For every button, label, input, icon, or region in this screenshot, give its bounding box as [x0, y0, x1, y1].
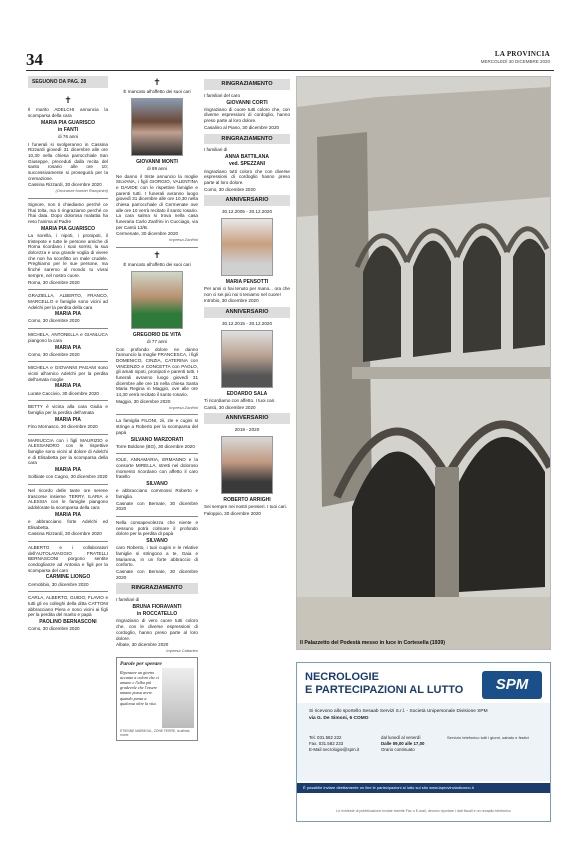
obituary-intro: È mancato all'affetto dei suoi cari	[123, 262, 191, 268]
obituary-text: GRAZIELLA, ALBERTO, FRANCO, MARCELLO e famiglie sono vicini ad Adelchi per la perdita della cara	[28, 293, 108, 310]
separator	[116, 247, 198, 248]
hours-time: Dalle 09,00 alle 17,00	[381, 740, 425, 746]
hours-note: Orario continuato	[381, 746, 415, 752]
obituary-text: La famiglia FILONI, zii, zie e cugini si stringe a Roberto per la scomparsa del papà	[116, 418, 198, 435]
spm-advertisement	[296, 662, 551, 822]
obituary-text: I funerali si svolgeranno in Cassina Rizzardi giovedì 31 dicembre alle ore 10,30 nella chiesa parrocchiale San Giuseppe, preceduti dalla recita del santo rosario alle ore 10; successivamente si proseguirà per la cremazione.	[28, 141, 108, 181]
angel-statue-image	[162, 668, 194, 728]
obituary-place: Cassina Rizzardi, 30 dicembre 2020	[28, 182, 102, 188]
obituary-place: Solbiate con Cagno, 30 dicembre 2020	[28, 474, 108, 480]
opening-hours	[381, 735, 424, 753]
obituary-age: di 89 anni	[147, 165, 167, 171]
obituary-place: Cassina Rizzardi, 30 dicembre 2020	[28, 531, 102, 537]
separator	[28, 361, 108, 362]
separator	[28, 328, 108, 329]
obituary-name: BRUNA FIORAVANTI	[132, 604, 182, 611]
photo-caption: Il Palazzetto del Podestà messo in luce in Cortesella (1939)	[300, 640, 446, 646]
poem-signature: ETIENNE MARMOUL, ZONE FERRE, la attinta morte	[120, 728, 190, 737]
obituary-text: Ti ricordiamo con affetto. I tuoi cari.	[204, 397, 276, 403]
separator	[28, 289, 108, 290]
obituary-place: Casalino al Piano, 30 dicembre 2020	[204, 124, 280, 130]
obituary-place: Maggio, 30 dicembre 2020	[116, 398, 171, 404]
obituary-text: ALBERTO e i collaboratori dell'AUTOLAVAGGIO FRATELLI BERNASCONI porgono sentite condoglianze ad Antonia e figli per la scomparsa del caro	[28, 544, 108, 573]
obituary-text: Signore, non ti chiediamo perché ce l'hai tolta, ma ti ringraziamo perché ce l'hai data. Dopo dolorosa malattia ha reso l'anima al Padre	[28, 202, 108, 225]
obituary-age: di 77 anni	[147, 338, 167, 344]
obituary-place: Fino Mornasco, 30 dicembre 2020	[28, 423, 98, 429]
obituary-text: ringraziano di cuore tutti coloro che, con diverse espressioni di cordoglio, hanno preso parte al loro dolore.	[204, 106, 290, 124]
obituary-place: Como, 30 dicembre 2020	[28, 318, 80, 324]
obituary-name: MARIA PENSOTTI	[225, 278, 269, 285]
obituary-intro: È mancato all'affetto dei suoi cari	[123, 89, 191, 94]
portrait-photo	[131, 271, 183, 329]
obituary-name: MARIA PIA	[55, 416, 81, 423]
column-2	[116, 76, 198, 741]
poem-text: Ripensare un giorno accanto a coloro che ci amano e l'alba più gradevole che l'essere umano possa avere quando pensa a qualcosa oltre la vita.	[120, 669, 160, 706]
obituary-name: MARIA PIA	[55, 383, 81, 390]
portrait-photo	[221, 436, 273, 494]
obituary-text: BETTY è vicina alla cara Giulia e famiglia per la perdita dell'amata	[28, 404, 108, 416]
obituary-text: Sei sempre nei nostri pensieri. I tuoi cari.	[204, 504, 287, 510]
column-1	[28, 76, 108, 633]
poem-box	[116, 657, 198, 741]
obituary-name: GIOVANNI CORTI	[226, 99, 268, 106]
funeral-agency: Impresa Zanfrini	[169, 237, 198, 243]
obituary-intro: I familiari di	[204, 147, 228, 153]
page-number: 34	[26, 50, 43, 69]
obituary-text: ringraziano tutti coloro che con diverse espressioni di cordoglio hanno preso parte al loro dolore.	[204, 168, 290, 185]
spm-logo: SPM	[482, 671, 542, 699]
obituary-name: PAOLINO BERNASCONI	[39, 618, 97, 625]
obituary-place: Como, 30 dicembre 2020	[204, 186, 256, 192]
obituary-place: Introbio, 30 dicembre 2020	[204, 298, 259, 304]
obituary-name: ROBERTO ARRIGHI	[223, 496, 271, 503]
obituary-name: MARIA PIA	[55, 344, 81, 351]
poem-title: Parole per sperare	[120, 660, 162, 667]
ad-footnote: Le richieste di pubblicazione inviate tramite Fax o E-mail, devono riportare i dati fiscali e un recapito telefonico	[336, 809, 511, 813]
portrait-photo	[221, 330, 273, 388]
obituary-place: Cermenate, 30 dicembre 2020	[116, 231, 179, 237]
phone-number: Tel. 031.582 222	[309, 735, 342, 740]
anniversary-dates: 30.12.2015 - 30.12.2020	[221, 321, 273, 327]
obituary-text: Nella consapevolezza che niente e nessuno potrà colmare il profondo dolore per la perdita di papà	[116, 520, 198, 537]
cross-icon: ✝	[153, 250, 161, 261]
obituary-name: GREGORIO DE VITA	[132, 331, 182, 338]
hours-days: dal lunedì al venerdì	[381, 735, 421, 740]
obituary-text: MICHELA, ANTONELLA e GIANLUCA piangono la cara	[28, 332, 108, 343]
obituary-name: MARIA PIA	[55, 511, 81, 518]
separator	[28, 198, 108, 199]
funeral-agency: (Onoranze funebri Rampinini)	[55, 188, 108, 194]
obituary-text: IOLE, ANNAMARIA, ERMANNO e la consorte MIRELLA, stretti nel doloroso momento ricordano con affetto il caro fratello	[116, 457, 198, 480]
portrait-photo	[221, 218, 273, 276]
obituary-name: MARIA PIA	[55, 311, 81, 318]
obituary-text: CARLA, ALBERTO, GUIDO, FLAVIO e tutti gli ex colleghi della ditta CATTONI abbracciano Piera e sono vicini ai figli per la perdita del marito e papà	[28, 595, 108, 618]
obituary-name: SILVANO	[146, 538, 168, 545]
obituary-place: Faloppio, 30 dicembre 2020	[204, 510, 261, 516]
obituary-age: di 76 anni	[58, 133, 78, 139]
historic-photo	[296, 76, 551, 650]
obituary-intro: I familiari del caro	[204, 92, 240, 98]
issue-date: MERCOLEDÌ 30 DICEMBRE 2020	[480, 59, 550, 64]
office-name: Si ricevono allo sportello Sesaab Servizi S.r.l. - Società Unipersonale Divisione SPM	[309, 709, 488, 714]
email-address[interactable]: E-Mail necrologie@spm.it	[309, 746, 360, 752]
column-3	[204, 76, 290, 517]
obituary-name-married: in ROCCATELLO	[136, 611, 178, 618]
portrait-photo	[131, 98, 183, 156]
separator	[28, 591, 108, 592]
obituary-name: ANNA BATTILANA	[225, 154, 269, 161]
online-strip[interactable]: È possibile inviare direttamente on line le partecipazioni al lutto sul sito www.laprovinciadicomo.it	[297, 783, 550, 793]
separator	[28, 541, 108, 542]
section-heading: RINGRAZIAMENTO	[204, 79, 290, 90]
obituary-text: Nel ricordo delle tante ore serene trascorse insieme TERRY, ILARIA e ALESSIA con le famiglie piangono addolorate la scomparsa della cara	[28, 487, 108, 510]
office-address: via G. De Simoni, 6 COMO	[309, 715, 369, 721]
section-heading: RINGRAZIAMENTO	[116, 583, 198, 594]
ad-subtitle: E PARTECIPAZIONI AL LUTTO	[305, 684, 464, 696]
obituary-text: ringraziano di vero cuore tutti coloro che, con le diverse espressioni di cordoglio, hanno preso parte al loro dolore.	[116, 618, 198, 641]
funeral-agency: Impresa Zanfrini	[169, 404, 198, 410]
office-info	[309, 709, 488, 722]
obituary-place: Cantù, 30 dicembre 2020	[204, 404, 256, 410]
section-heading: RINGRAZIAMENTO	[204, 134, 290, 145]
section-heading: ANNIVERSARIO	[204, 307, 290, 318]
obituary-name-married: ved. SPEZZANI	[228, 161, 266, 168]
obituary-text: La sorella, i nipoti, i pronipoti, il tristepote e tutte le persone amiche di Roma ricordano i suoi sorrisi, la sua dolcezza e una grande voglia di vivere che non ha sconfitto un male crudele. Preghiamo per le sue persone, ma finché saremo al mondo tu vivrai sempre, nel nostro cuore.	[28, 233, 108, 278]
masthead	[481, 50, 550, 64]
newspaper-name: LA PROVINCIA	[494, 50, 550, 58]
separator	[116, 516, 198, 517]
obituary-text: MICHELA e GIOVANNI PAGANI sono vicini all'amico Adelchi per la perdita dell'amata moglie	[28, 365, 108, 382]
funeral-agency: Impresa Cattaneo	[166, 647, 198, 653]
obituary-name: GIOVANNI MONTI	[136, 158, 178, 165]
section-heading: ANNIVERSARIO	[204, 195, 290, 206]
obituary-name: EDOARDO SALA	[226, 390, 268, 397]
separator	[116, 453, 198, 454]
obituary-place: Cernobbio, 30 dicembre 2020	[28, 581, 89, 587]
obituary-text: e abbracciano forte Adelchi ed Elisabetta.	[28, 518, 108, 530]
obituary-name: MARIA PIA GUARISCO	[40, 225, 96, 232]
historic-building-illustration	[297, 77, 550, 649]
obituary-name: CARMINE LIONGO	[45, 574, 91, 581]
obituary-place: Lurate Caccivio, 30 dicembre 2020	[28, 390, 99, 396]
obituary-text: e abbracciano commossi Roberto e famiglia.	[116, 488, 198, 500]
obituary-intro: I familiari di	[116, 597, 140, 603]
section-heading: ANNIVERSARIO	[204, 413, 290, 424]
obituary-place: Como, 30 dicembre 2020	[28, 626, 80, 632]
continued-from-label: SEGUONO DA PAG. 28	[28, 76, 108, 88]
obituary-text: Ne danno il triste annuncio la moglie SILVANA, i figli GIORGIO, VALENTINA e DAVIDE con le rispettive famiglie e parenti tutti. I funerali avranno luogo giovedì 31 dicembre alle ore 10,30 nella chiesa parrocchiale di Cermenate ove alle ore 10 verrà recitato il santo rosario. La cara salma si trova nella casa funeraria Carlo Zanfrini in Cucciago, via per Cantù 13/B.	[116, 173, 198, 230]
obituary-name: MARIA PIA GUARISCO	[40, 119, 96, 126]
obituary-text: Per anni ci hai tenuto per mano... ora che non ci sei più noi ti teniamo nel cuore!	[204, 286, 290, 297]
phone-info	[309, 735, 359, 753]
obituary-place: Como, 30 dicembre 2020	[28, 351, 80, 357]
anniversary-dates: 30.12.2005 - 30.12.2020	[221, 209, 273, 215]
obituary-name: MARIA PIA	[55, 467, 81, 474]
phone-service-info: Servizio telefonico tutti i giorni, sabato e festivi	[447, 735, 529, 740]
obituary-place: Torre Boldone (BG), 30 dicembre 2020	[116, 443, 195, 449]
cross-icon: ✝	[153, 77, 161, 87]
separator	[116, 414, 198, 415]
obituary-name: SILVANO MARZORATI	[130, 436, 184, 443]
obituary-place: Casnate con Bernate, 30 dicembre 2020	[116, 500, 198, 512]
separator	[28, 434, 108, 435]
obituary-intro: Il marito ADELCHI annuncia la scomparsa della cara	[28, 107, 108, 118]
obituary-text: Con profondo dolore ne danno l'annuncio la moglie FRANCESCA, i figli DOMENICO, CINZIA, CATERINA con VINCENZO e CONCETTA con PAOLO, gli amati nipoti, pronipoti e parenti tutti. I funerali avranno luogo giovedì 31 dicembre alle ore 15 nella chiesa Santa Maria Regina in Maggio, ove alle ore 14,30 verrà recitato il santo rosario.	[116, 346, 198, 398]
separator	[28, 484, 108, 485]
header-rule	[26, 70, 554, 71]
fax-number: Fax. 031.582 233	[309, 740, 344, 746]
obituary-text: MARIUCCIA con i figli MAURIZIO e ALESSANDRO con le rispettive famiglie sono vicini al dolore di Adelchi e di Elisabetta per la scomparsa della cara	[28, 437, 108, 466]
separator	[28, 400, 108, 401]
obituary-place: Roma, 30 dicembre 2020	[28, 279, 80, 285]
obituary-place: Albate, 30 dicembre 2020	[116, 642, 169, 648]
obituary-place: Casnate con Bernate, 30 dicembre 2020	[116, 569, 198, 580]
ad-title: NECROLOGIE	[305, 671, 379, 683]
obituary-text: caro Roberto, i tuoi cugini e le relative famiglie si stringono a te, Gaia e Marianna, in un forte abbraccio di conforto.	[116, 545, 198, 568]
anniversary-dates: 2019 - 2020	[234, 427, 260, 433]
obituary-name-married: in FANTI	[57, 126, 79, 133]
cross-icon: ✝	[64, 95, 72, 106]
obituary-name: SILVANO	[146, 481, 168, 488]
